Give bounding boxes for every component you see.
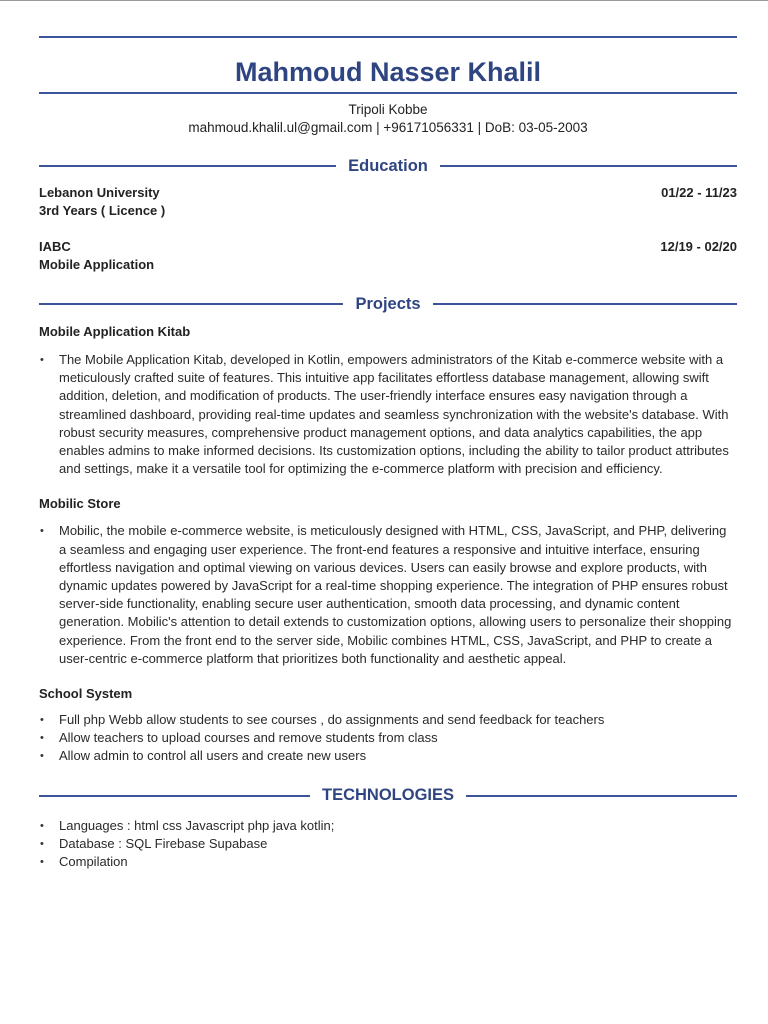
project-name: Mobilic Store (39, 496, 121, 512)
project-block (39, 323, 737, 478)
list-item: • Allow admin to control all users and create new users (39, 747, 737, 765)
location: Tripoli Kobbe (348, 102, 428, 117)
list-item: • Allow teachers to upload courses and remove students from class (39, 729, 737, 747)
technologies-title: TECHNOLOGIES (322, 786, 455, 805)
header-rule-bottom (39, 92, 737, 94)
education-dates: 12/19 - 02/20 (660, 239, 737, 254)
education-heading (39, 155, 737, 177)
projects-heading (39, 293, 737, 315)
technologies-bullets (39, 817, 737, 872)
list-item: • Full php Webb allow students to see courses , do assignments and send feedback for teachers (39, 711, 737, 729)
education-detail: Mobile Application (39, 257, 155, 272)
project-block (39, 495, 737, 668)
project-block (39, 685, 737, 766)
education-school: Lebanon University (39, 185, 160, 200)
project-bullets (39, 351, 737, 478)
technologies-heading (39, 785, 737, 807)
education-school: IABC (39, 239, 71, 254)
projects-title: Projects (355, 294, 421, 313)
list-item: • The Mobile Application Kitab, developed in Kotlin, empowers administrators of the Kitab e-commerce website with a meticulously crafted suite of features. This intuitive app facilitates effortless database management, allowing swift addition, deletion, and modification of products. The user-friendly interface ensures easy navigation through a streamlined dashboard, providing real-time updates and seamless synchronization with the website's database. With robust security measures, comprehensive product management options, and data analytics capabilities, the app enables admins to make informed decisions. Its customization options, including the ability to tailor product attributes and settings, make it a versatile tool for optimizing the e-commerce platform with precision and efficiency. (39, 351, 737, 478)
list-item: • Languages : html css Javascript php java kotlin; (39, 817, 737, 835)
education-detail: 3rd Years ( Licence ) (39, 203, 166, 218)
education-dates: 01/22 - 11/23 (661, 185, 737, 200)
list-item: • Database : SQL Firebase Supabase (39, 835, 737, 853)
project-bullets (39, 522, 737, 668)
list-item: • Compilation (39, 853, 737, 871)
page-top-border (0, 0, 768, 1)
section-rule-left (39, 303, 343, 305)
section-rule-right (440, 165, 737, 167)
education-entry (39, 238, 737, 274)
project-name: School System (39, 686, 133, 702)
project-bullets (39, 711, 737, 766)
header-rule-top (39, 36, 737, 38)
resume-page (39, 36, 737, 871)
contact-line: mahmoud.khalil.ul@gmail.com | +96171056331 | DoB: 03-05-2003 (188, 120, 588, 135)
list-item: • Mobilic, the mobile e-commerce website, is meticulously designed with HTML, CSS, JavaScript, and PHP, delivering a seamless and engaging user experience. The front-end features a responsive and intuitive interface, ensuring effortless navigation and optimal viewing on various devices. Users can easily browse and explore products, with dynamic updates powered by JavaScript for a real-time shopping experience. The integration of PHP ensures robust server-side functionality, enabling secure user authentication, smooth data processing, and dynamic content generation. Mobilic's attention to detail extends to customization options, allowing users to personalize their shopping experience. From the front end to the server side, Mobilic combines HTML, CSS, JavaScript, and PHP to create a user-centric e-commerce platform that prioritizes both functionality and aesthetic appeal. (39, 522, 737, 668)
education-entry (39, 184, 737, 220)
candidate-name: Mahmoud Nasser Khalil (234, 57, 542, 87)
section-rule-right (466, 795, 737, 797)
education-title: Education (348, 156, 428, 175)
section-rule-left (39, 795, 310, 797)
project-name: Mobile Application Kitab (39, 324, 191, 339)
section-rule-left (39, 165, 336, 167)
section-rule-right (433, 303, 737, 305)
